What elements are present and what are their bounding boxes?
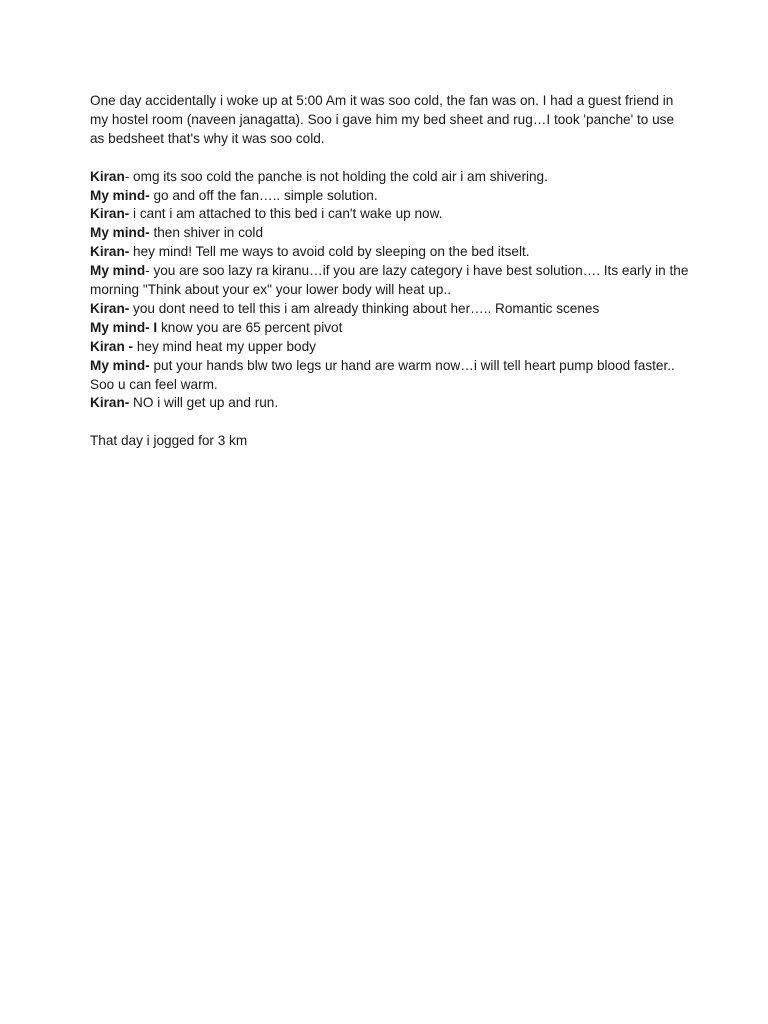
- dialogue-speaker: My mind-: [90, 357, 150, 373]
- dialogue-speaker: Kiran-: [90, 206, 130, 222]
- dialogue-line: [90, 338, 690, 357]
- dialogue-line: [90, 357, 690, 395]
- dialogue-speaker: Kiran-: [90, 300, 130, 316]
- dialogue-text: - omg its soo cold the panche is not holding the cold air i am shivering.: [124, 168, 548, 184]
- dialogue-line: [90, 205, 690, 224]
- dialogue-speaker: My mind- I: [90, 319, 158, 335]
- dialogue-line: [90, 187, 690, 206]
- dialogue-speaker: Kiran-: [90, 395, 130, 411]
- dialogue-text: you dont need to tell this i am already thinking about her….. Romantic scenes: [129, 300, 600, 316]
- dialogue-text: hey mind heat my upper body: [133, 338, 316, 354]
- dialogue-text: know you are 65 percent pivot: [157, 319, 343, 335]
- dialogue-line: [90, 224, 690, 243]
- paragraph-gap: [90, 413, 690, 432]
- dialogue-line: [90, 300, 690, 319]
- dialogue-text: go and off the fan….. simple solution.: [149, 187, 378, 203]
- document-body: [90, 92, 690, 451]
- dialogue-speaker: My mind-: [90, 225, 150, 241]
- dialogue-line: [90, 243, 690, 262]
- dialogue-line: [90, 394, 690, 413]
- dialogue-text: then shiver in cold: [149, 225, 264, 241]
- dialogue-speaker: Kiran -: [90, 338, 134, 354]
- dialogue-speaker: Kiran-: [90, 244, 130, 260]
- dialogue-line: [90, 168, 690, 187]
- dialogue-speaker: My mind-: [90, 187, 150, 203]
- intro-paragraph: One day accidentally i woke up at 5:00 Am it was soo cold, the fan was on. I had a guest friend in my hostel room (naveen janagatta). Soo i gave him my bed sheet and rug…I took 'panche' to use as bedsheet that's why it was soo cold.: [90, 93, 675, 146]
- dialogue-line: [90, 262, 690, 300]
- dialogue-speaker: My mind: [90, 263, 146, 279]
- paragraph-gap: [90, 149, 690, 168]
- dialogue-text: hey mind! Tell me ways to avoid cold by sleeping on the bed itselt.: [129, 244, 530, 260]
- dialogue-speaker: Kiran: [90, 168, 125, 184]
- dialogue-block: [90, 168, 690, 414]
- dialogue-line: [90, 319, 690, 338]
- dialogue-text: NO i will get up and run.: [129, 395, 279, 411]
- closing-paragraph: That day i jogged for 3 km: [90, 433, 248, 449]
- dialogue-text: i cant i am attached to this bed i can't wake up now.: [129, 206, 443, 222]
- dialogue-text: - you are soo lazy ra kiranu…if you are lazy category i have best solution…. Its early in the morning "Think about your ex" your lower body will heat up..: [90, 263, 689, 298]
- dialogue-text: put your hands blw two legs ur hand are warm now…i will tell heart pump blood faster.. Soo u can feel warm.: [90, 357, 675, 392]
